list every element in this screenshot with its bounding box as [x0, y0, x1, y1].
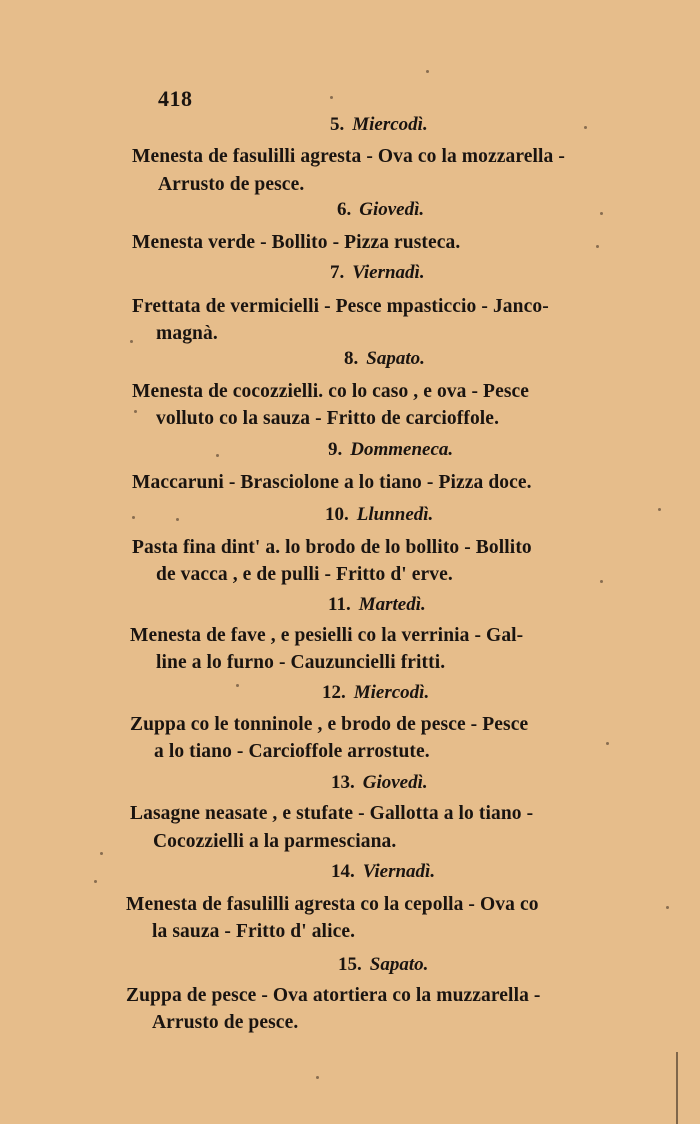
day-heading: [0, 114, 700, 136]
day-name: Miercodì.: [352, 114, 428, 135]
paper-speck: [134, 410, 137, 413]
day-name: Viernadì.: [362, 861, 436, 882]
menu-line: de vacca , e de pulli - Fritto d' erve.: [156, 564, 453, 585]
day-heading: [0, 199, 700, 221]
menu-line: magnà.: [156, 323, 218, 344]
paper-speck: [216, 454, 219, 457]
day-name: Martedì.: [358, 594, 426, 615]
paper-speck: [600, 212, 603, 215]
paper-speck: [236, 684, 239, 687]
menu-line: a lo tiano - Carcioffole arrostute.: [154, 741, 430, 762]
day-number: 10.: [325, 504, 349, 525]
menu-line: Cocozzielli a la parmesciana.: [153, 831, 397, 852]
day-number: 13.: [331, 772, 355, 793]
menu-line: line a lo furno - Cauzuncielli fritti.: [156, 652, 446, 673]
menu-line: Zuppa de pesce - Ova atortiera co la muzzarella -: [126, 985, 541, 1006]
paper-speck: [426, 70, 429, 73]
day-heading: [0, 861, 700, 883]
day-name: Giovedì.: [359, 199, 425, 220]
day-number: 6.: [337, 199, 352, 220]
day-number: 9.: [328, 439, 343, 460]
paper-speck: [130, 340, 133, 343]
day-number: 7.: [330, 262, 345, 283]
day-heading: [0, 504, 700, 526]
paper-speck: [316, 1076, 319, 1079]
page-number: 418: [158, 86, 193, 111]
menu-line: Frettata de vermicielli - Pesce mpasticcio - Janco-: [132, 296, 549, 317]
menu-line: volluto co la sauza - Fritto de carcioffole.: [156, 408, 500, 429]
paper-speck: [606, 742, 609, 745]
menu-line: Menesta verde - Bollito - Pizza rusteca.: [132, 232, 461, 253]
paper-speck: [100, 852, 103, 855]
paper-speck: [600, 580, 603, 583]
day-name: Giovedì.: [362, 772, 428, 793]
paper-speck: [584, 126, 587, 129]
day-name: Miercodì.: [353, 682, 430, 703]
paper-speck: [666, 906, 669, 909]
menu-line: Menesta de fasulilli agresta co la cepolla - Ova co: [126, 894, 539, 915]
paper-speck: [658, 508, 661, 511]
day-name: Sapato.: [366, 348, 425, 369]
day-heading: [0, 439, 700, 461]
day-number: 11.: [328, 594, 351, 615]
day-number: 14.: [331, 861, 355, 882]
paper-speck: [176, 518, 179, 521]
menu-line: Arrusto de pesce.: [158, 174, 305, 195]
paper-speck: [132, 516, 135, 519]
day-heading: [0, 594, 700, 616]
menu-line: Pasta fina dint' a. lo brodo de lo bollito - Bollito: [132, 537, 532, 558]
menu-line: Menesta de fave , e pesielli co la verrinia - Gal-: [130, 625, 524, 646]
day-heading: [0, 954, 700, 976]
day-number: 5.: [330, 114, 345, 135]
paper-speck: [330, 96, 333, 99]
day-name: Sapato.: [369, 954, 429, 975]
day-number: 15.: [338, 954, 362, 975]
page-edge-mark: [676, 1052, 678, 1124]
day-heading: [0, 772, 700, 794]
menu-line: la sauza - Fritto d' alice.: [152, 921, 356, 942]
day-name: Viernadì.: [352, 262, 425, 283]
paper-speck: [596, 245, 599, 248]
menu-line: Arrusto de pesce.: [152, 1012, 299, 1033]
day-number: 12.: [322, 682, 346, 703]
day-heading: [0, 348, 700, 370]
day-number: 8.: [344, 348, 359, 369]
menu-line: Lasagne neasate , e stufate - Gallotta a lo tiano -: [130, 803, 534, 824]
menu-line: Zuppa co le tonninole , e brodo de pesce - Pesce: [130, 714, 529, 735]
day-name: Llunnedì.: [356, 504, 434, 525]
paper-speck: [94, 880, 97, 883]
day-heading: [0, 262, 700, 284]
day-heading: [0, 682, 700, 704]
day-name: Dommeneca.: [350, 439, 454, 460]
menu-line: Menesta de fasulilli agresta - Ova co la mozzarella -: [132, 146, 565, 167]
menu-line: Menesta de cocozzielli. co lo caso , e ova - Pesce: [132, 381, 530, 402]
menu-line: Maccaruni - Brasciolone a lo tiano - Pizza doce.: [132, 472, 532, 493]
